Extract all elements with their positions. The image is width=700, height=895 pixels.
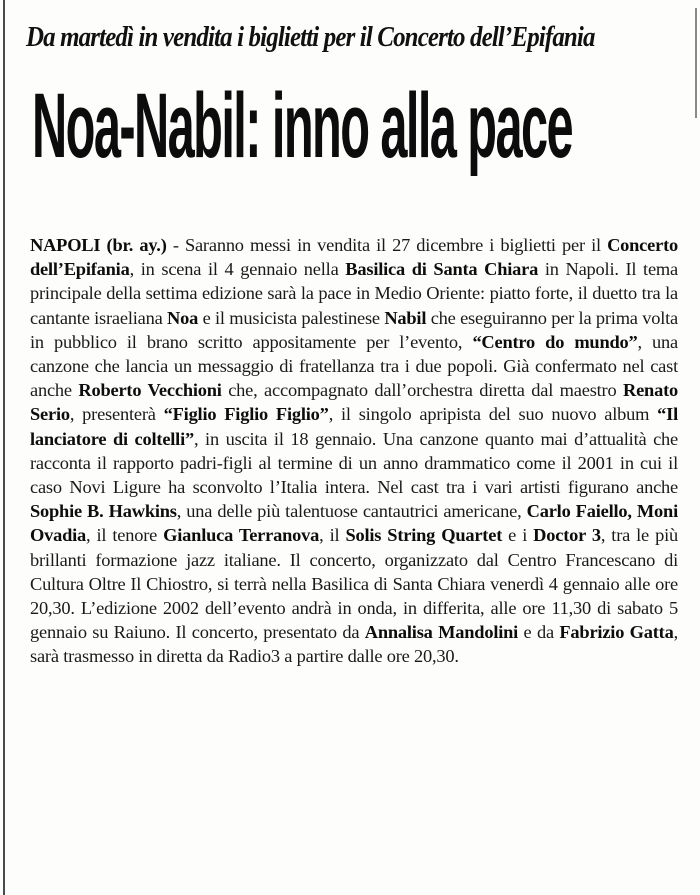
text-run: e da [518,622,560,643]
text-run: , presenterà [69,404,164,425]
bold-run: Sophie B. Hawkins [30,501,177,522]
bold-run: “Centro do mundo” [472,331,638,352]
text-run: e il musicista palestinese [198,307,385,328]
bold-run: Doctor 3 [533,525,601,546]
text-run: , tra le più brillanti formazione jazz italiane. Il concerto, organizzato dal Centro Francescano di Cultura Oltre Il Chiostro, si terrà nella Basilica di Santa Chiara venerdì 4 gennaio alle ore 20,30. L’edizione 2002 dell’evento andrà in onda, in differita, alle ore 11,30 di sabato 5 gennaio su Raiuno. Il concerto, presentato da [30,525,678,643]
bold-run: Renato Serio [30,380,678,425]
text-run: - Saranno messi in vendita il 27 dicembre i biglietti per il [172,235,608,255]
bold-run: “Il lanciatore di coltelli” [30,404,679,449]
bold-run: Annalisa Mandolini [364,622,519,643]
text-run: in Napoli. Il tema principale della settima edizione sarà la pace in Medio Oriente: piatto forte, il duetto tra la cantante israeliana [30,259,678,328]
text-run: , sarà trasmesso in diretta da Radio3 a partire dalle ore 20,30. [30,622,678,667]
text-run: che, accompagnato dall’orchestra diretta dal maestro [221,380,623,401]
bold-run: Solis String Quartet [345,525,503,546]
bold-run: Roberto Vecchioni [78,380,222,401]
bold-run: “Figlio Figlio Figlio” [163,404,329,425]
bold-run: Carlo Faiello, Moni Ovadia [30,501,678,546]
bold-run: Nabil [384,307,427,328]
text-run: , una canzone che lancia un messaggio di fratellanza tra i due popoli. Già confermato nel cast anche [30,331,678,401]
bold-run: Basilica di Santa Chiara [345,259,539,280]
article-headline: Noa-Nabil: inno alla pace [32,75,573,177]
text-run: , il singolo apripista del suo nuovo album [328,404,658,425]
article-body [30,233,678,669]
text-run: , il [319,525,346,546]
bold-run: Concerto dell’Epifania [30,235,678,280]
text-run: , una delle più talentuose cantautrici americane, [176,501,527,522]
text-run: e i [502,525,534,546]
text-run: , il tenore [86,525,164,546]
text-run: , in uscita il 18 gennaio. Una canzone quanto mai d’attualità che racconta il rapporto padri-figli al termine di un anno drammatico come il 2001 in cui il caso Novi Ligure ha sconvolto l’Italia intera. Nel cast tra i vari artisti figurano anche [30,428,678,498]
text-run: che eseguiranno per la prima volta in pubblico il brano scritto appositamente per l’evento, [30,307,678,352]
column-rule-left [3,0,5,895]
bold-run: NAPOLI (br. ay.) [30,235,173,255]
bold-run: Fabrizio Gatta [559,622,674,643]
column-rule-right [695,8,697,118]
text-run: , in scena il 4 gennaio nella [129,259,346,280]
bold-run: Gianluca Terranova [163,525,320,546]
article-kicker: Da martedì in vendita i biglietti per il Concerto dell’Epifania [26,21,595,53]
bold-run: Noa [167,307,199,328]
